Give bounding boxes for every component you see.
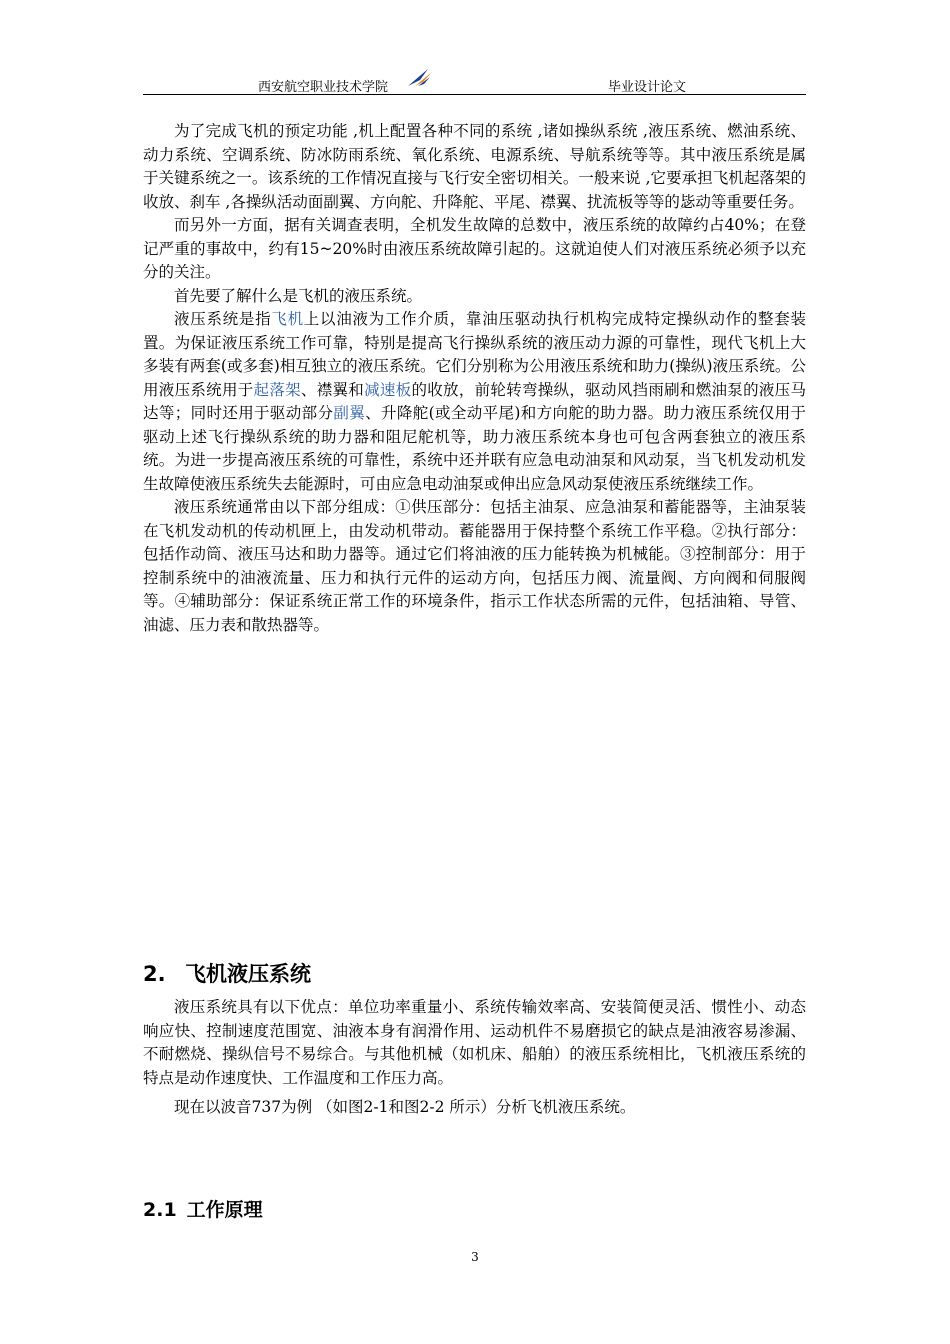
link-speed-brake[interactable]: 减速板	[364, 380, 412, 399]
section-2-body	[143, 996, 806, 1120]
link-aileron[interactable]: 副翼	[333, 404, 366, 422]
text-run: 、升降舵(或全动平尾)和方向舵的助力器。助力液压系统仅用于驱动上述飞行操纵系统的助力器和阻尼舵机等，助力液压系统本身也可包含两套独立的液压系统。为进一步提高液压系统的可靠性，系统中还并联有应急电动油泵和风动泵，当飞机发动机发生故障使液压系统失去能源时，可由应急电动油泵或伸出应急风动泵使液压系统继续工作。	[143, 404, 806, 493]
text-run: 的收放，前轮转弯操纵，驱动风挡雨刷和燃油泵的液压马达等；同时还用于驱动部分	[143, 380, 806, 422]
section-number: 2.	[143, 962, 166, 986]
page-number: 3	[471, 1250, 479, 1264]
subsection-title: 工作原理	[186, 1199, 263, 1221]
paragraph-6: 液压系统具有以下优点：单位功率重量小、系统传输效率高、安装简便灵活、惯性小、动态响应快、控制速度范围宽、油液本身有润滑作用、运动机件不易磨损它的缺点是油液容易渗漏、不耐燃烧、操纵信号不易综合。与其他机械（如机床、船舶）的液压系统相比，飞机液压系统的特点是动作速度快、工作温度和工作压力高。	[143, 998, 806, 1087]
paragraph-2: 而另外一方面，据有关调查表明，全机发生故障的总数中，液压系统的故障约占40%；在登记严重的事故中，约有15~20%时由液压系统故障引起的。这就迫使人们对液压系统必须予以充分的关注。	[143, 216, 806, 281]
page-header	[143, 66, 806, 95]
paragraph-4	[143, 308, 806, 496]
paragraph-5: 液压系统通常由以下部分组成：①供压部分：包括主油泵、应急油泵和蓄能器等，主油泵装在飞机发动机的传动机匣上，由发动机带动。蓄能器用于保持整个系统工作平稳。②执行部分：包括作动筒、液压马达和助力器等。通过它们将油液的压力能转换为机械能。③控制部分：用于控制系统中的油液流量、压力和执行元件的运动方向，包括压力阀、流量阀、方向阀和伺服阀等。④辅助部分：保证系统正常工作的环境条件，指示工作状态所需的元件，包括油箱、导管、油滤、压力表和散热器等。	[143, 498, 806, 634]
body-text	[143, 120, 806, 637]
section-title: 飞机液压系统	[185, 962, 311, 986]
paragraph-7: 现在以波音737为例 （如图2-1和图2-2 所示）分析飞机液压系统。	[174, 1098, 636, 1116]
subsection-number: 2.1	[143, 1199, 177, 1221]
section-2-heading	[143, 958, 311, 988]
text-run: 上以油液为工作介质，靠油压驱动执行机构完成特定操纵动作的整套装置。为保证液压系统工作可靠，特别是提高飞行操纵系统的液压动力源的可靠性，现代飞机上大多装有两套(或多套)相互独立的液压系统。它们分别称为公用液压系统和助力(操纵)液压系统。公用液压系统用于	[143, 310, 806, 399]
text-run: 、襟翼和	[300, 380, 365, 399]
text-run: 液压系统是指	[174, 310, 272, 328]
wing-logo-icon	[406, 66, 434, 88]
paragraph-1: 为了完成飞机的预定功能 ,机上配置各种不同的系统 ,诸如操纵系统 ,液压系统、燃油系统、动力系统、空调系统、防冰防雨系统、氧化系统、电源系统、导航系统等等。其中液压系统是属于关键系统之一。该系统的工作情况直接与飞行安全密切相关。一般来说 ,它要承担飞机起落架的收放、刹车 ,各操纵活动面副翼、方向舵、升降舵、平尾、襟翼、扰流板等等的毖动等重要任务。	[143, 122, 806, 211]
paragraph-3: 首先要了解什么是飞机的液压系统。	[174, 286, 423, 305]
document-type: 毕业设计论文	[608, 80, 687, 95]
school-name: 西安航空职业技术学院	[258, 80, 389, 95]
link-landing-gear[interactable]: 起落架	[253, 380, 301, 399]
section-2-1-heading	[143, 1195, 263, 1222]
link-aircraft[interactable]: 飞机	[271, 310, 304, 328]
